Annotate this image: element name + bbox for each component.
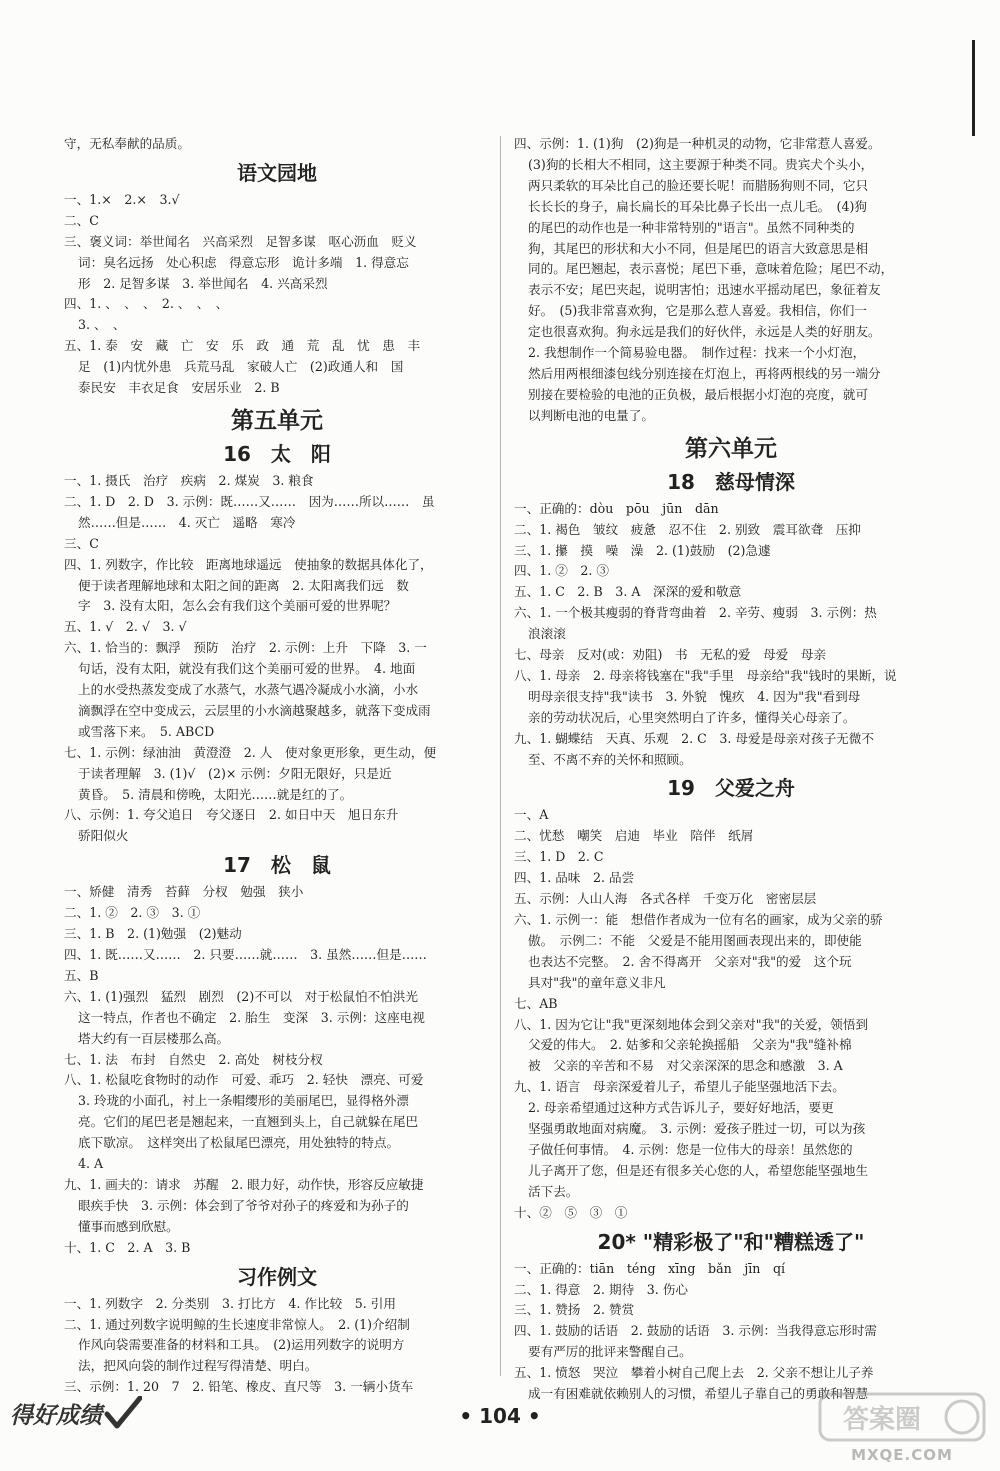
answer-line: 或雪落下来。 5. ABCD bbox=[78, 723, 215, 739]
answer-line: 十、② ⑤ ③ ① bbox=[514, 1204, 628, 1220]
answer-line: 句话，没有太阳，就没有我们这个美丽可爱的世界。 4. 地面 bbox=[78, 661, 416, 677]
answer-line: (3)狗的长相大不相同，这主要源于种类不同。贵宾犬个头小， bbox=[528, 156, 874, 172]
answer-line: 二、1. D 2. D 3. 示例：既……又…… 因为……所以…… 虽 bbox=[64, 493, 435, 509]
answer-line: 三、褒义词：举世闻名 兴高采烈 足智多谋 呕心沥血 贬义 bbox=[64, 233, 417, 249]
answer-line: 具对"我"的童年意义非凡 bbox=[528, 974, 666, 990]
answer-line: 也表达不完整。 2. 舍不得离开 父亲对"我"的爱 这个玩 bbox=[528, 953, 852, 969]
answer-line: 四、1. 列数字，作比较 距离地球遥远 使抽象的数据具体化了， bbox=[64, 556, 433, 572]
answer-line: 浪滚滚 bbox=[528, 626, 566, 642]
answer-line: 八、1. 母亲 2. 母亲将钱塞在"我"手里 母亲给"我"钱时的果断，说 bbox=[514, 667, 897, 683]
answer-line: 八、示例：1. 夸父追日 夸父逐日 2. 如日中天 旭日东升 bbox=[64, 807, 399, 823]
answer-line: 七、1. 法 布封 自然史 2. 高处 树枝分杈 bbox=[64, 1051, 323, 1067]
answer-line: 作风向袋需要准备的材料和工具。 (2)运用列数字的说明方 bbox=[78, 1337, 405, 1353]
section-heading: 习作例文 bbox=[237, 1264, 317, 1289]
watermark-badge-icon bbox=[812, 1388, 992, 1446]
answer-line: 法，把风向袋的制作过程写得清楚、明白。 bbox=[78, 1358, 318, 1374]
answer-line: 五、1. C 2. B 3. A 深深的爱和敬意 bbox=[514, 584, 742, 600]
answer-line: 三、C bbox=[64, 535, 99, 551]
answer-line: 眼疾手快 3. 示例：体会到了爷爷对孙子的疼爱和为孙子的 bbox=[78, 1197, 409, 1213]
answer-line: 一、1. 摄氏 治疗 疾病 2. 煤炭 3. 粮食 bbox=[64, 472, 314, 488]
answer-line: 七、AB bbox=[514, 995, 558, 1011]
answer-line: 表示不安；尾巴夹起，说明害怕；迅速水平摇动尾巴，象征着友 bbox=[528, 282, 881, 298]
page-edge-line bbox=[972, 40, 975, 136]
answer-line: 狗，其尾巴的形状和大小不同，但是尾巴的语言大致意思是相 bbox=[528, 240, 869, 256]
answer-line: 被 父亲的辛苦和不易 对父亲深深的思念和感激 3. A bbox=[528, 1058, 843, 1074]
answer-line: 六、1. 一个极其瘦弱的脊背弯曲着 2. 辛劳、瘦弱 3. 示例：热 bbox=[514, 605, 877, 621]
answer-line: 2. 母亲希望通过这种方式告诉儿子，要好好地活，要更 bbox=[528, 1100, 834, 1116]
answer-line: 以判断电池的电量了。 bbox=[528, 407, 654, 423]
answer-line: 泰民安 丰衣足食 安居乐业 2. B bbox=[78, 380, 280, 396]
answer-line: 二、1. ② 2. ③ 3. ① bbox=[64, 905, 201, 921]
answer-line: 同的。尾巴翘起，表示喜悦；尾巴下垂，意味着危险；尾巴不动， bbox=[528, 261, 894, 277]
answer-line: 一、正确的：dòu pōu jūn dān bbox=[514, 500, 719, 516]
answer-line: 黄昏。 5. 清晨和傍晚，太阳光……就是红的了。 bbox=[78, 786, 353, 802]
answer-line: 八、1. 松鼠吃食物时的动作 可爱、乖巧 2. 轻快 漂亮、可爱 bbox=[64, 1072, 424, 1088]
answer-line: 八、1. 因为它让"我"更深刻地体会到父亲对"我"的关爱，领悟到 bbox=[514, 1016, 869, 1032]
answer-line: 九、1. 蝴蝶结 天真、乐观 2. C 3. 母爱是母亲对孩子无微不 bbox=[514, 730, 874, 746]
answer-line: 好。 (5)我非常喜欢狗，它是那么惹人喜爱。我相信，你们一 bbox=[528, 303, 867, 319]
answer-line: 至、不离不弃的关怀和照顾。 bbox=[528, 751, 692, 767]
lesson-heading: 18 慈母情深 bbox=[667, 469, 795, 494]
answer-line: 儿子离开了您，但是还有很多关心您的人，希望您能坚强地生 bbox=[528, 1162, 869, 1178]
answer-line: 四、1. 品味 2. 品尝 bbox=[514, 870, 635, 886]
answer-line: 五、1. 泰 安 藏 亡 安 乐 政 通 荒 乱 忧 患 丰 bbox=[64, 338, 421, 354]
answer-line: 五、1. 愤怒 哭泣 攀着小树自己爬上去 2. 父亲不想让儿子养 bbox=[514, 1365, 874, 1381]
answer-line: 二、1. 通过列数字说明鲸的生长速度非常惊人。 2. (1)介绍制 bbox=[64, 1316, 410, 1332]
answer-line: 然后用两根细漆包线分别连接在灯泡上，再将两根线的另一端分 bbox=[528, 365, 881, 381]
answer-line: 坚强勇敢地面对病魔。 3. 示例：爱孩子胜过一切，可以为孩 bbox=[528, 1121, 866, 1137]
answer-line: 六、1. (1)强烈 猛烈 剧烈 (2)不可以 对于松鼠怕不怕洪光 bbox=[64, 988, 418, 1004]
answer-line: 二、忧愁 嘲笑 启迪 毕业 陪伴 纸屑 bbox=[514, 828, 754, 844]
answer-line: 九、1. 语言 母亲深爱着儿子，希望儿子能坚强地活下去。 bbox=[514, 1079, 845, 1095]
answer-line: 字 3. 没有太阳，怎么会有我们这个美丽可爱的世界呢？ bbox=[78, 598, 397, 614]
page-number: • 104 • bbox=[459, 1404, 541, 1428]
answer-line: 便于读者理解地球和太阳之间的距离 2. 太阳离我们远 数 bbox=[78, 577, 409, 593]
right-column bbox=[514, 134, 948, 1405]
answer-line: 滴飘浮在空中变成云，云层里的小水滴越聚越多，就落下变成雨 bbox=[78, 702, 431, 718]
answer-line: 形 2. 足智多谋 3. 举世闻名 4. 兴高采烈 bbox=[78, 275, 328, 291]
answer-line: 一、A bbox=[514, 807, 549, 823]
answer-line: 守，无私奉献的品质。 bbox=[64, 136, 190, 151]
answer-line: 长长长的身子，扁长扁长的耳朵比鼻子长出一点儿毛。 (4)狗 bbox=[528, 198, 867, 214]
answer-line: 一、正确的：tiān téng xīng bǎn jīn qí bbox=[514, 1260, 786, 1276]
lesson-heading: 16 太 阳 bbox=[223, 441, 331, 466]
answer-line: 四、1. 既……又…… 2. 只要……就…… 3. 虽然……但是…… bbox=[64, 947, 427, 962]
answer-line: 亲的劳动状况后，心里突然明白了许多，懂得关心母亲了。 bbox=[528, 709, 856, 725]
watermark-site: MXQE.COM bbox=[851, 1446, 953, 1464]
answer-line: 二、1. 褐色 皱纹 疲惫 忍不住 2. 别致 震耳欲聋 压抑 bbox=[514, 521, 861, 537]
answer-line: 骄阳似火 bbox=[78, 828, 129, 844]
answer-line: 然……但是…… 4. 灭亡 遥略 寒冷 bbox=[78, 514, 296, 530]
answer-line: 父爱的伟大。 2. 姑爹和父亲轮换摇船 父亲为"我"缝补棉 bbox=[528, 1037, 852, 1053]
left-column bbox=[64, 134, 490, 1398]
lesson-heading: 19 父爱之舟 bbox=[667, 776, 795, 801]
answer-line: 要有严厉的批评来警醒自己。 bbox=[528, 1344, 692, 1360]
answer-line: 上的水受热蒸发变成了水蒸气，水蒸气遇冷凝成小水滴，小水 bbox=[78, 682, 419, 698]
answer-line: 三、示例：1. 20 7 2. 铅笔、橡皮、直尺等 3. 一辆小货车 bbox=[64, 1379, 414, 1395]
answer-line: 子做任何事情。 4. 示例：您是一位伟大的母亲！虽然您的 bbox=[528, 1141, 853, 1157]
answer-line: 四、1. 鼓励的话语 2. 鼓励的话语 3. 示例：当我得意忘形时需 bbox=[514, 1323, 877, 1339]
answer-line: 五、B bbox=[64, 967, 99, 983]
answer-line: 3. 玲珑的小面孔，衬上一条帽缨形的美丽尾巴，显得格外漂 bbox=[78, 1093, 409, 1109]
answer-line: 3. 、 、 bbox=[78, 317, 126, 333]
answer-line: 六、1. 恰当的：飘浮 预防 治疗 2. 示例：上升 下降 3. 一 bbox=[64, 640, 427, 656]
section-heading: 语文园地 bbox=[237, 160, 317, 185]
answer-line: 二、C bbox=[64, 212, 99, 228]
answer-line: 五、1. √ 2. √ 3. √ bbox=[64, 619, 187, 635]
answer-line: 两只柔软的耳朵比自己的脸还要长呢！而腊肠狗则不同，它只 bbox=[528, 177, 869, 193]
column-divider bbox=[500, 136, 501, 1376]
answer-line: 足 (1)内忧外患 兵荒马乱 家破人亡 (2)政通人和 国 bbox=[78, 359, 404, 375]
answer-line: 三、1. 攥 摸 噪 澡 2. (1)鼓励 (2)急遽 bbox=[514, 542, 771, 558]
answer-line: 这一特点，作者也不确定 2. 胎生 变深 3. 示例：这座电视 bbox=[78, 1009, 425, 1025]
answer-line: 底下歇凉。 这样突出了松鼠尾巴漂亮，用处独特的特点。 bbox=[78, 1135, 400, 1151]
unit-heading: 第五单元 bbox=[231, 407, 323, 434]
brand-text: 得好成绩 bbox=[10, 1402, 102, 1429]
lesson-heading: 17 松 鼠 bbox=[223, 853, 331, 878]
answer-line: 别接在要检验的电池的正负极，最后根据小灯泡的亮度，就可 bbox=[528, 386, 869, 402]
answer-line: 的尾巴的动作也是一种非常特别的"语言"。虽然不同种类的 bbox=[528, 219, 855, 235]
watermark-logo-text: 答案圈 bbox=[842, 1405, 922, 1435]
answer-line: 懂事而感到欣慰。 bbox=[78, 1218, 179, 1234]
answer-line: 一、1. 列数字 2. 分类别 3. 打比方 4. 作比较 5. 引用 bbox=[64, 1295, 396, 1311]
answer-line: 四、1. 、 、 、 2. 、 、 、 bbox=[64, 296, 229, 312]
answer-line: 四、1. ② 2. ③ bbox=[514, 563, 610, 579]
answer-line: 4. A bbox=[78, 1156, 104, 1172]
answer-line: 塔大约有一百层楼那么高。 bbox=[78, 1030, 230, 1046]
lesson-heading: 20* "精彩极了"和"糟糕透了" bbox=[597, 1229, 865, 1254]
answer-line: 定也很喜欢狗。狗永远是我们的好伙伴，永远是人类的好朋友。 bbox=[528, 324, 881, 340]
answer-line: 六、1. 示例一：能 想借作者成为一位有名的画家，成为父亲的骄 bbox=[514, 912, 883, 927]
answer-line: 成一有困难就依赖别人的习惯，希望儿子靠自己的勇敢和智慧 bbox=[528, 1386, 869, 1402]
answer-line: 明母亲很支持"我"读书 3. 外貌 愧疚 4. 因为"我"看到母 bbox=[528, 688, 861, 704]
answer-line: 一、1.× 2.× 3.√ bbox=[64, 191, 180, 207]
answer-line: 七、母亲 反对(或：劝阻) 书 无私的爱 母爱 母亲 bbox=[514, 647, 827, 663]
answer-line: 二、1. 得意 2. 期待 3. 伤心 bbox=[514, 1281, 688, 1297]
answer-line: 词：臭名远扬 处心积虑 得意忘形 诡计多端 1. 得意忘 bbox=[78, 254, 409, 270]
answer-line: 三、1. D 2. C bbox=[514, 849, 604, 865]
unit-heading: 第六单元 bbox=[685, 435, 777, 462]
answer-line: 于读者理解 3. (1)√ (2)× 示例：夕阳无限好，只是近 bbox=[78, 765, 392, 781]
answer-line: 三、1. B 2. (1)勉强 (2)魅动 bbox=[64, 926, 242, 942]
answer-line: 一、矫健 清秀 苔藓 分杈 勉强 狭小 bbox=[64, 884, 304, 900]
answer-line: 七、1. 示例：绿油油 黄澄澄 2. 人 使对象更形象，更生动，便 bbox=[64, 744, 437, 760]
answer-line: 四、示例：1. (1)狗 (2)狗是一种机灵的动物，它非常惹人喜爱。 bbox=[514, 136, 881, 151]
answer-line: 五、示例：人山人海 各式各样 千变万化 密密层层 bbox=[514, 891, 817, 907]
answer-line: 2. 我想制作一个简易验电器。 制作过程：找来一个小灯泡， bbox=[528, 345, 866, 361]
answer-line: 亮。它们的尾巴老是翘起来，一直翘到头上，自己就躲在尾巴 bbox=[78, 1114, 419, 1130]
answer-line: 活下去。 bbox=[528, 1183, 579, 1199]
answer-line: 三、1. 赞扬 2. 赞赏 bbox=[514, 1302, 635, 1318]
answer-line: 傲。 示例二：不能 父爱是不能用图画表现出来的，即使能 bbox=[528, 932, 862, 948]
answer-line: 十、1. C 2. A 3. B bbox=[64, 1239, 191, 1255]
answer-line: 九、1. 画夫的：请求 苏醒 2. 眼力好，动作快，形容反应敏捷 bbox=[64, 1176, 424, 1192]
watermark-logo bbox=[812, 1388, 992, 1466]
